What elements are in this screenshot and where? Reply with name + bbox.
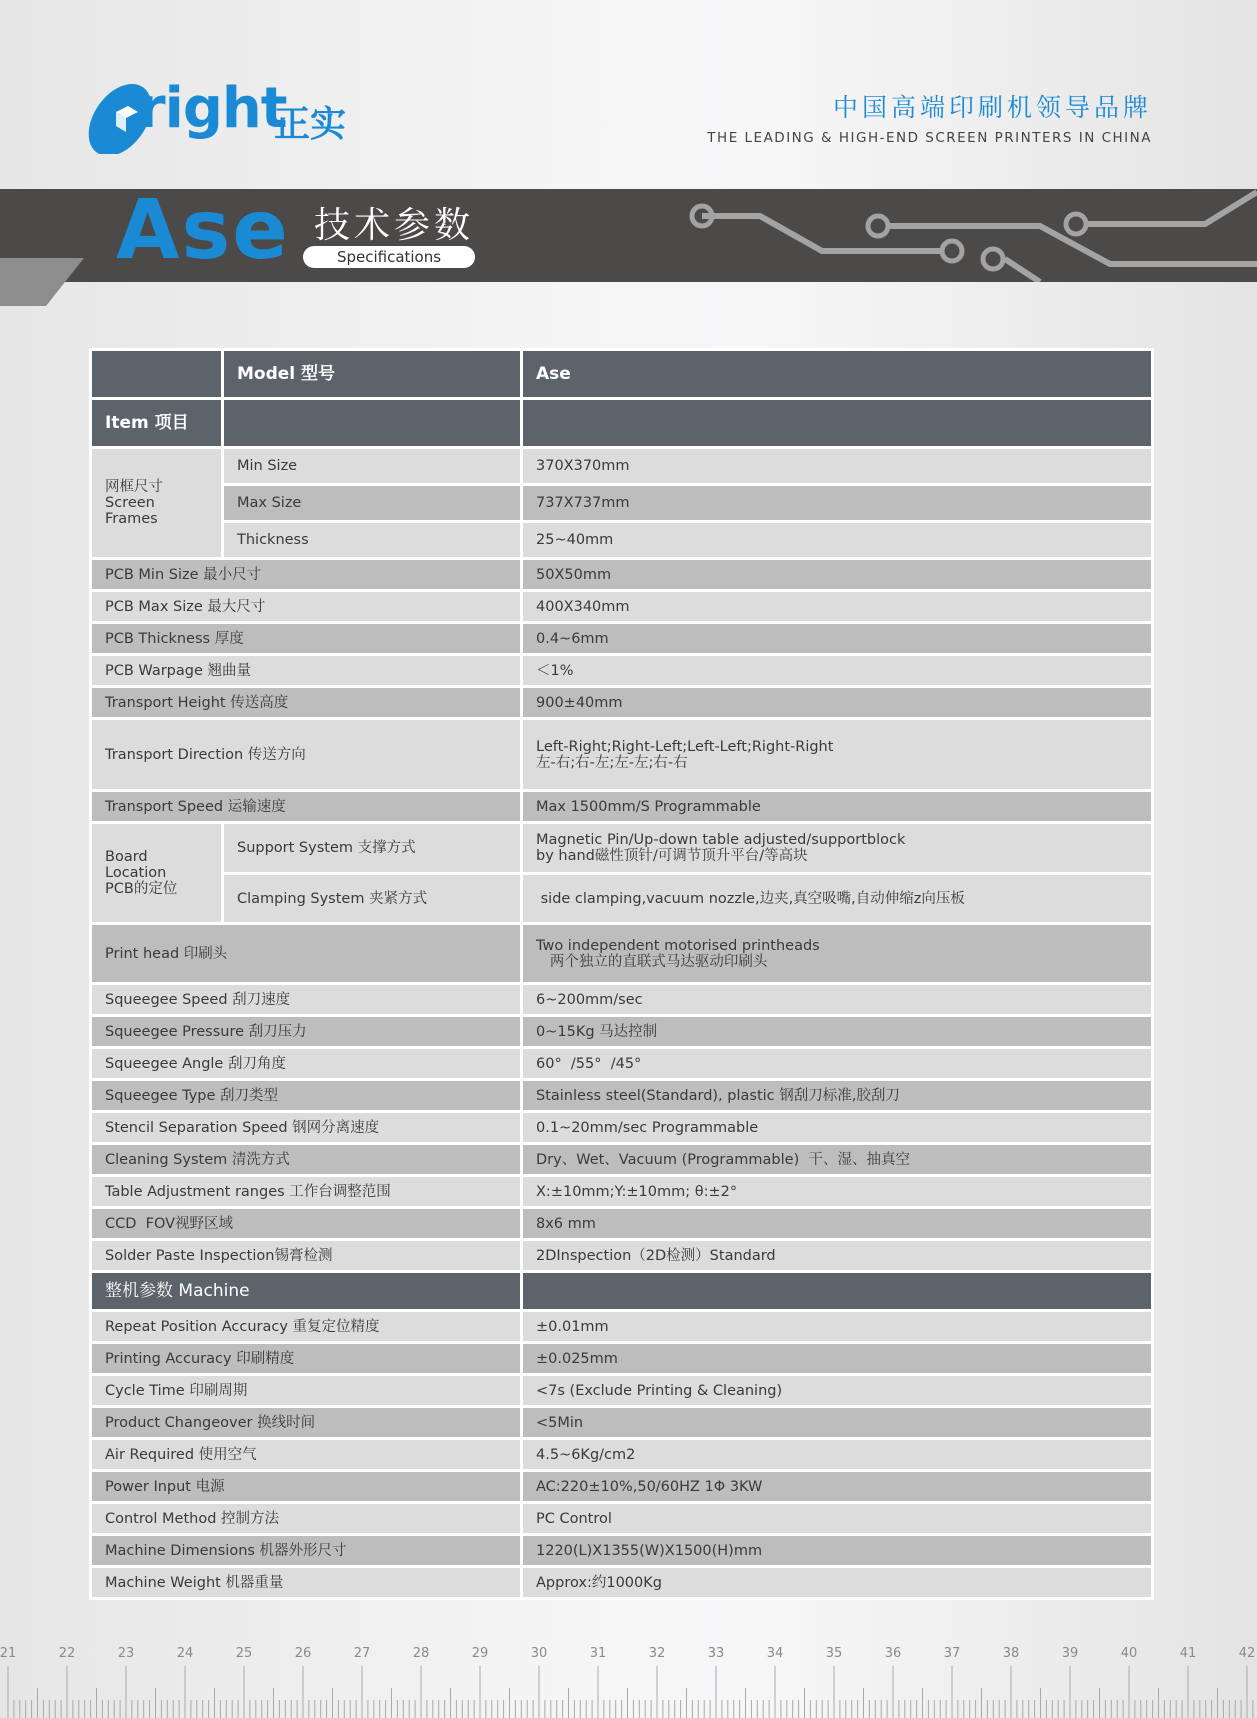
- machine-section-row: [91, 1272, 1153, 1311]
- row-value: Stainless steel(Standard), plastic 钢刮刀标准,胶刮刀: [522, 1080, 1153, 1112]
- row-value: <5Min: [522, 1407, 1153, 1439]
- row-label: CCD FOV视野区域: [91, 1208, 522, 1240]
- corner-triangle-icon: [0, 258, 90, 308]
- row-label: Clamping System 夹紧方式: [223, 874, 522, 924]
- row-label: Transport Height 传送高度: [91, 687, 522, 719]
- banner-subtitle-pill: Specifications: [303, 246, 475, 268]
- screen-frames-group-label: 网框尺寸 Screen Frames: [91, 448, 223, 559]
- row-label: Squeegee Pressure 刮刀压力: [91, 1016, 522, 1048]
- row-label: Thickness: [223, 522, 522, 559]
- header-blank-cell: [91, 350, 223, 399]
- title-banner: [0, 189, 1257, 282]
- row-label: Print head 印刷头: [91, 924, 522, 984]
- ruler-label: 26: [294, 1646, 312, 1661]
- row-label: Cleaning System 清洗方式: [91, 1144, 522, 1176]
- row-value: PC Control: [522, 1503, 1153, 1535]
- ruler-label: 38: [1002, 1646, 1020, 1661]
- logo-chinese: 正实: [274, 104, 347, 145]
- row-value-line: 左-右;右-左;左-左;右-右: [536, 754, 688, 771]
- row-label: PCB Warpage 翘曲量: [91, 655, 522, 687]
- row-value: 0~15Kg 马达控制: [522, 1016, 1153, 1048]
- row-label: Solder Paste Inspection锡膏检测: [91, 1240, 522, 1272]
- row-value: 2DInspection（2D检测）Standard: [522, 1240, 1153, 1272]
- table-row: [91, 1240, 1153, 1272]
- row-value: X:±10mm;Y:±10mm; θ:±2°: [522, 1176, 1153, 1208]
- row-value: 6~200mm/sec: [522, 984, 1153, 1016]
- table-row: [91, 1503, 1153, 1535]
- logo-wordmark: right: [138, 76, 287, 141]
- ruler-label: 22: [58, 1646, 76, 1661]
- table-row: [91, 1016, 1153, 1048]
- ruler-label: 36: [884, 1646, 902, 1661]
- table-row: [91, 655, 1153, 687]
- table-header-row: [91, 350, 1153, 399]
- table-row: [91, 1375, 1153, 1407]
- row-value: [522, 924, 1153, 984]
- row-value: <7s (Exclude Printing & Cleaning): [522, 1375, 1153, 1407]
- ruler-label: 37: [943, 1646, 961, 1661]
- ruler-label: 23: [117, 1646, 135, 1661]
- row-label: Machine Dimensions 机器外形尺寸: [91, 1535, 522, 1567]
- table-row: [91, 791, 1153, 823]
- ruler-label: 41: [1179, 1646, 1197, 1661]
- row-label: Min Size: [223, 448, 522, 485]
- board-location-group-label: Board Location PCB的定位: [91, 823, 223, 924]
- ruler-label: 34: [766, 1646, 784, 1661]
- row-value: 1220(L)X1355(W)X1500(H)mm: [522, 1535, 1153, 1567]
- row-label: Product Changeover 换线时间: [91, 1407, 522, 1439]
- row-label: Printing Accuracy 印刷精度: [91, 1343, 522, 1375]
- brand-logo: [86, 76, 386, 154]
- row-value-line: Magnetic Pin/Up-down table adjusted/supportblock: [536, 832, 906, 848]
- row-value: ＜1%: [522, 655, 1153, 687]
- ruler-label: 33: [707, 1646, 725, 1661]
- row-value: 60° /55° /45°: [522, 1048, 1153, 1080]
- row-label: Support System 支撑方式: [223, 823, 522, 874]
- row-label: Transport Speed 运输速度: [91, 791, 522, 823]
- ruler-label: 39: [1061, 1646, 1079, 1661]
- ruler-scale: [0, 1640, 1257, 1718]
- ruler-label: 21: [0, 1646, 17, 1661]
- table-row: [91, 719, 1153, 791]
- table-row: [91, 1535, 1153, 1567]
- row-value: Approx:约1000Kg: [522, 1567, 1153, 1599]
- row-label: Squeegee Type 刮刀类型: [91, 1080, 522, 1112]
- ruler-label: 25: [235, 1646, 253, 1661]
- row-label: Squeegee Angle 刮刀角度: [91, 1048, 522, 1080]
- row-value: Max 1500mm/S Programmable: [522, 791, 1153, 823]
- table-row: [91, 1439, 1153, 1471]
- row-value: 400X340mm: [522, 591, 1153, 623]
- table-row: [91, 485, 1153, 522]
- row-label: Cycle Time 印刷周期: [91, 1375, 522, 1407]
- item-label: Item 项目: [91, 399, 223, 448]
- ruler-label: 27: [353, 1646, 371, 1661]
- table-row: [91, 1471, 1153, 1503]
- table-row: [91, 1176, 1153, 1208]
- row-label: Control Method 控制方法: [91, 1503, 522, 1535]
- table-row: [91, 1311, 1153, 1343]
- table-row: [91, 448, 1153, 485]
- table-row: [91, 687, 1153, 719]
- row-value: 25~40mm: [522, 522, 1153, 559]
- row-value: 370X370mm: [522, 448, 1153, 485]
- row-value: ±0.025mm: [522, 1343, 1153, 1375]
- table-row: [91, 1208, 1153, 1240]
- row-label: PCB Min Size 最小尺寸: [91, 559, 522, 591]
- tagline-chinese: 中国高端印刷机领导品牌: [832, 93, 1152, 122]
- row-value: ±0.01mm: [522, 1311, 1153, 1343]
- table-row: [91, 559, 1153, 591]
- page-header: [0, 0, 1257, 188]
- row-label: Power Input 电源: [91, 1471, 522, 1503]
- ruler-label: 24: [176, 1646, 194, 1661]
- table-row: [91, 1080, 1153, 1112]
- table-row: [91, 591, 1153, 623]
- tagline-english: THE LEADING & HIGH-END SCREEN PRINTERS IN CHINA: [707, 130, 1152, 146]
- table-row: [91, 623, 1153, 655]
- ruler-label: 29: [471, 1646, 489, 1661]
- row-label: PCB Thickness 厚度: [91, 623, 522, 655]
- row-label: Transport Direction 传送方向: [91, 719, 522, 791]
- table-item-row: [91, 399, 1153, 448]
- header-model-value: Ase: [522, 350, 1153, 399]
- row-value: 900±40mm: [522, 687, 1153, 719]
- table-row: [91, 1343, 1153, 1375]
- row-value: 0.1~20mm/sec Programmable: [522, 1112, 1153, 1144]
- ruler-label: 31: [589, 1646, 607, 1661]
- row-label: Stencil Separation Speed 钢网分离速度: [91, 1112, 522, 1144]
- table-row: [91, 1048, 1153, 1080]
- table-row: [91, 823, 1153, 874]
- table-row: [91, 1144, 1153, 1176]
- ruler-label: 30: [530, 1646, 548, 1661]
- row-label: Squeegee Speed 刮刀速度: [91, 984, 522, 1016]
- table-row: [91, 1112, 1153, 1144]
- ruler-label: 42: [1238, 1646, 1256, 1661]
- row-label: Air Required 使用空气: [91, 1439, 522, 1471]
- table-row: [91, 924, 1153, 984]
- row-value: 8x6 mm: [522, 1208, 1153, 1240]
- row-value: 737X737mm: [522, 485, 1153, 522]
- table-row: [91, 984, 1153, 1016]
- ruler-label: 28: [412, 1646, 430, 1661]
- row-label: Machine Weight 机器重量: [91, 1567, 522, 1599]
- table-row: [91, 522, 1153, 559]
- specifications-table: [89, 348, 1154, 1600]
- row-value: AC:220±10%,50/60HZ 1Φ 3KW: [522, 1471, 1153, 1503]
- table-row: [91, 1407, 1153, 1439]
- row-value: 4.5~6Kg/cm2: [522, 1439, 1153, 1471]
- row-value: Dry、Wet、Vacuum (Programmable) 干、湿、抽真空: [522, 1144, 1153, 1176]
- row-value-line: by hand磁性顶针/可调节顶升平台/等高块: [536, 848, 808, 864]
- row-value: [522, 719, 1153, 791]
- machine-section-label: 整机参数 Machine: [91, 1272, 522, 1311]
- banner-title-chinese: 技术参数: [314, 205, 475, 246]
- ruler-label: 35: [825, 1646, 843, 1661]
- row-value: 0.4~6mm: [522, 623, 1153, 655]
- row-label: Table Adjustment ranges 工作台调整范围: [91, 1176, 522, 1208]
- table-row: [91, 874, 1153, 924]
- row-label: Max Size: [223, 485, 522, 522]
- row-value: 50X50mm: [522, 559, 1153, 591]
- ruler-label: 40: [1120, 1646, 1138, 1661]
- row-value-line: Left-Right;Right-Left;Left-Left;Right-Right: [536, 738, 834, 755]
- row-value-line: Two independent motorised printheads: [536, 937, 820, 954]
- ruler-label: 32: [648, 1646, 666, 1661]
- row-value: [522, 823, 1153, 874]
- banner-model-name: Ase: [116, 189, 290, 278]
- table-row: [91, 1567, 1153, 1599]
- row-value-line: 两个独立的直联式马达驱动印刷头: [536, 953, 768, 970]
- row-label: PCB Max Size 最大尺寸: [91, 591, 522, 623]
- row-value: side clamping,vacuum nozzle,边夹,真空吸嘴,自动伸缩z向压板: [522, 874, 1153, 924]
- header-model-label: Model 型号: [223, 350, 522, 399]
- row-label: Repeat Position Accuracy 重复定位精度: [91, 1311, 522, 1343]
